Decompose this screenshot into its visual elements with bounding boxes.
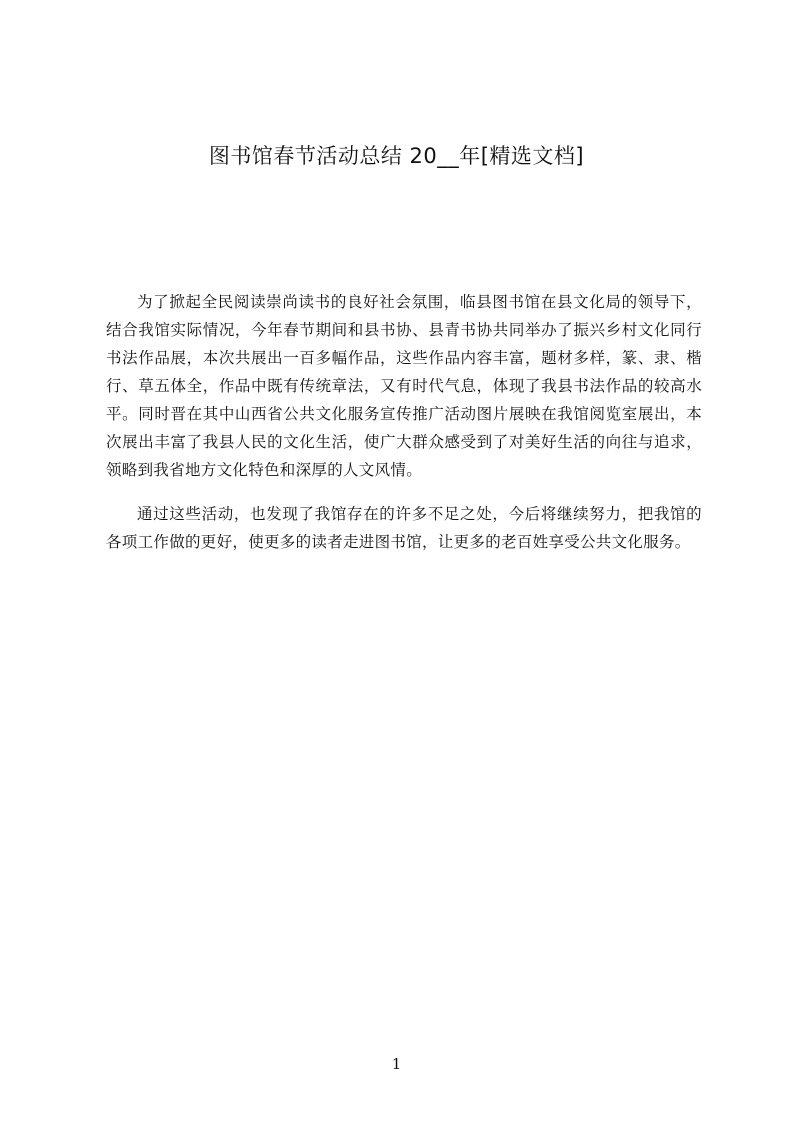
page-number: 1 (391, 1055, 402, 1073)
body-paragraph-2: 通过这些活动，也发现了我馆存在的许多不足之处，今后将继续努力，把我馆的各项工作做的更好，使更多的读者走进图书馆，让更多的老百姓享受公共文化服务。 (106, 505, 702, 551)
body-paragraph-1: 为了掀起全民阅读崇尚读书的良好社会氛围，临县图书馆在县文化局的领导下，结合我馆实际情况，今年春节期间和县书协、县青书协共同举办了振兴乡村文化同行书法作品展，本次共展出一百多幅作品，这些作品内容丰富，题材多样，篆、隶、楷行、草五体全，作品中既有传统章法，又有时代气息，体现了我县书法作品的较高水平。同时晋在其中山西省公共文化服务宣传推广活动图片展映在我馆阅览室展出，本次展出丰富了我县人民的文化生活，使广大群众感受到了对美好生活的向往与追求，领略到我省地方文化特色和深厚的人文风情。 (106, 293, 702, 479)
document-title: 图书馆春节活动总结 20__年[精选文档] (208, 144, 585, 168)
